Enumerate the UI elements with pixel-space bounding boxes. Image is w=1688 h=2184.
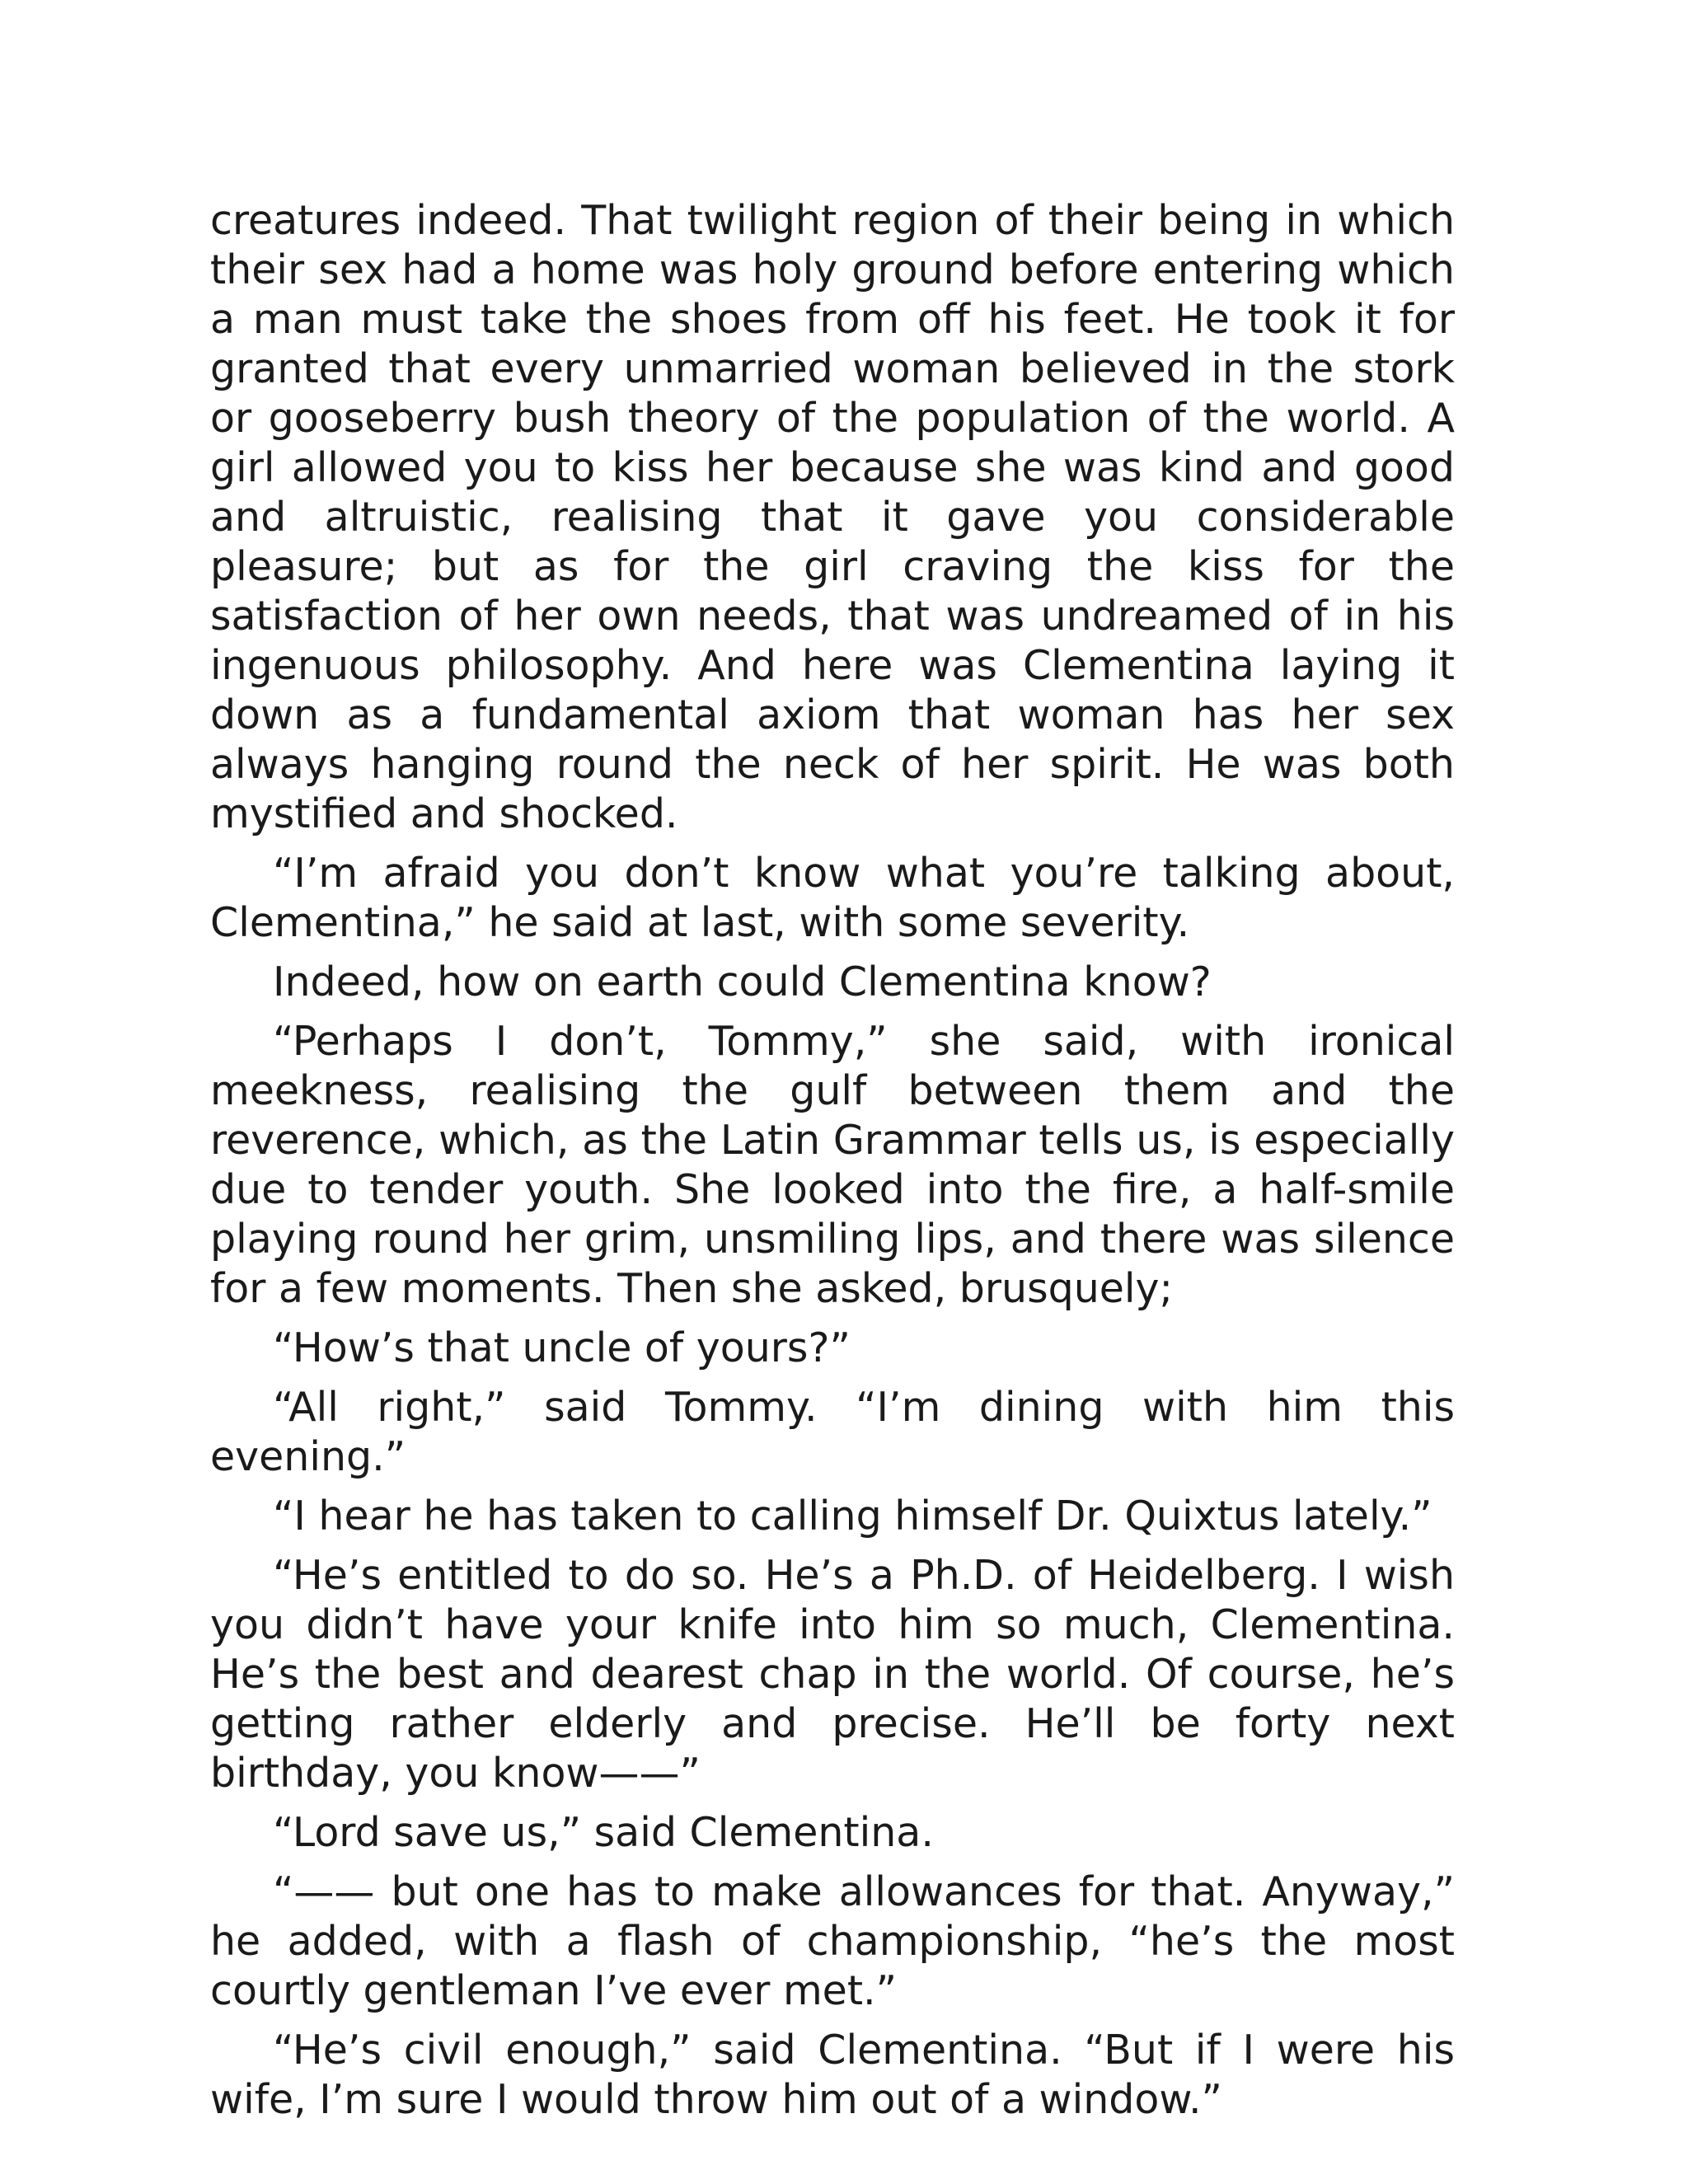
paragraph-4: “Perhaps I don’t, Tommy,” she said, with ironical meekness, realising the gulf between them and the reverence, which, as the Latin Grammar tells us, is especially due to tender youth. She looked into the fire, a half-smile playing round her grim, unsmiling lips, and there was silence for a few moments. Then she asked, brusquely; [210,1018,1455,1312]
paragraph-10: “—— but one has to make allowances for that. Anyway,” he added, with a flash of championship, “he’s the most courtly gentleman I’ve ever met.” [210,1868,1455,2014]
paragraph-1: creatures indeed. That twilight region of their being in which their sex had a home was holy ground before entering which a man must take the shoes from off his feet. He took it for granted that every unmarried woman believed in the stork or gooseberry bush theory of the population of the world. A girl allowed you to kiss her because she was kind and good and altruistic, realising that it gave you considerable pleasure; but as for the girl craving the kiss for the satisfaction of her own needs, that was undreamed of in his ingenuous philosophy. And here was Clementina laying it down as a fundamental axiom that woman has her sex always hanging round the neck of her spirit. He was both mystified and shocked. [210,197,1455,837]
paragraph-3: Indeed, how on earth could Clementina know? [273,958,1212,1005]
paragraph-11: “He’s civil enough,” said Clementina. “But if I were his wife, I’m sure I would throw him out of a window.” [210,2027,1455,2123]
paragraph-5: “How’s that uncle of yours?” [273,1324,851,1371]
paragraph-9: “Lord save us,” said Clementina. [273,1809,934,1856]
paragraph-7: “I hear he has taken to calling himself Dr. Quixtus lately.” [273,1493,1432,1540]
paragraph-2: “I’m afraid you don’t know what you’re talking about, Clementina,” he said at last, with some severity. [210,850,1455,946]
paragraph-8: “He’s entitled to do so. He’s a Ph.D. of Heidelberg. I wish you didn’t have your knife into him so much, Clementina. He’s the best and dearest chap in the world. Of course, he’s getting rather elderly and precise. He’ll be forty next birthday, you know——” [210,1552,1455,1797]
paragraph-6: “All right,” said Tommy. “I’m dining with him this evening.” [210,1384,1455,1480]
body-text [210,196,1455,2135]
